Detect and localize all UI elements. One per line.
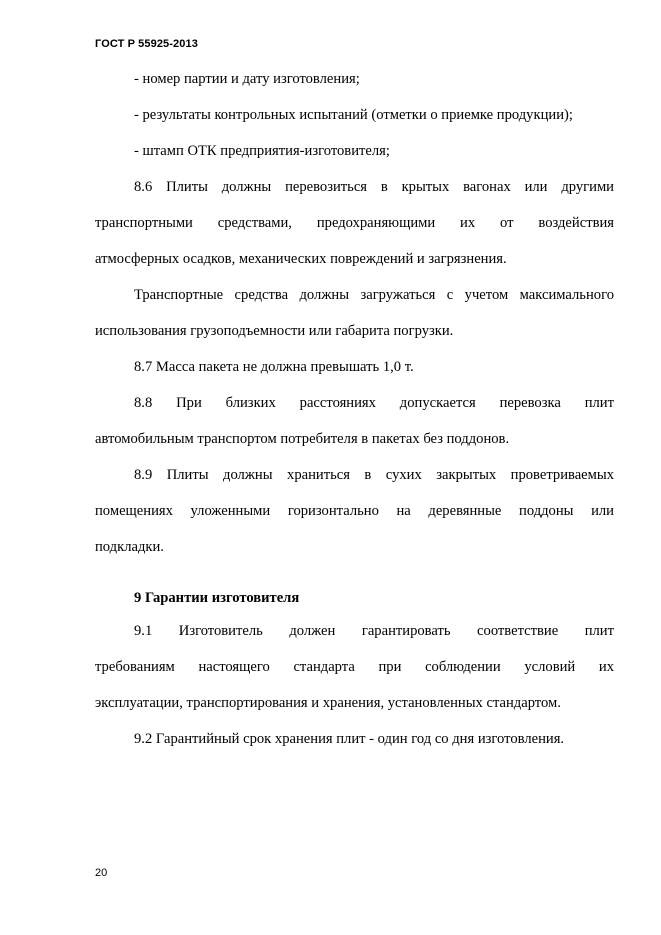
paragraph-8-9: [95, 457, 614, 565]
document-code-header: ГОСТ Р 55925-2013: [95, 38, 198, 50]
paragraph-transport: [95, 277, 614, 349]
paragraph-8-7: 8.7 Масса пакета не должна превышать 1,0 т.: [134, 359, 414, 375]
paragraph-9-2: 9.2 Гарантийный срок хранения плит - один год со дня изготовления.: [134, 731, 565, 747]
paragraph-line: 9.1 Изготовитель должен гарантировать соответствие плит: [134, 623, 614, 639]
paragraph-line: 8.8 При близких расстояниях допускается перевозка плит: [134, 395, 614, 411]
paragraph-line: автомобильным транспортом потребителя в пакетах без поддонов.: [95, 431, 510, 447]
section-heading: 9 Гарантии изготовителя: [134, 590, 300, 606]
section-spacer: [95, 565, 614, 583]
paragraph-line: использования грузоподъемности или габарита погрузки.: [95, 323, 454, 339]
paragraph-line: помещениях уложенными горизонтально на деревянные поддоны или: [95, 503, 614, 519]
paragraph-line: 8.9 Плиты должны храниться в сухих закрытых проветриваемых: [134, 467, 614, 483]
paragraph-8-6: [95, 169, 614, 277]
paragraph-line: атмосферных осадков, механических повреждений и загрязнения.: [95, 251, 507, 267]
paragraph-line: требованиям настоящего стандарта при соблюдении условий их: [95, 659, 614, 675]
list-item: - номер партии и дату изготовления;: [134, 71, 360, 87]
paragraph-9-1: [95, 613, 614, 721]
paragraph-line: 8.6 Плиты должны перевозиться в крытых вагонах или другими: [134, 179, 614, 195]
paragraph-line: Транспортные средства должны загружаться с учетом максимального: [134, 287, 614, 303]
paragraph-line: подкладки.: [95, 539, 164, 555]
paragraph-line: транспортными средствами, предохраняющими их от воздействия: [95, 215, 614, 231]
list-item: - штамп ОТК предприятия-изготовителя;: [134, 143, 390, 159]
paragraph-line: эксплуатации, транспортирования и хранения, установленных стандартом.: [95, 695, 561, 711]
page-number: 20: [95, 867, 108, 879]
paragraph-8-8: [95, 385, 614, 457]
list-item: - результаты контрольных испытаний (отметки о приемке продукции);: [134, 107, 573, 123]
page-body: [95, 61, 614, 757]
